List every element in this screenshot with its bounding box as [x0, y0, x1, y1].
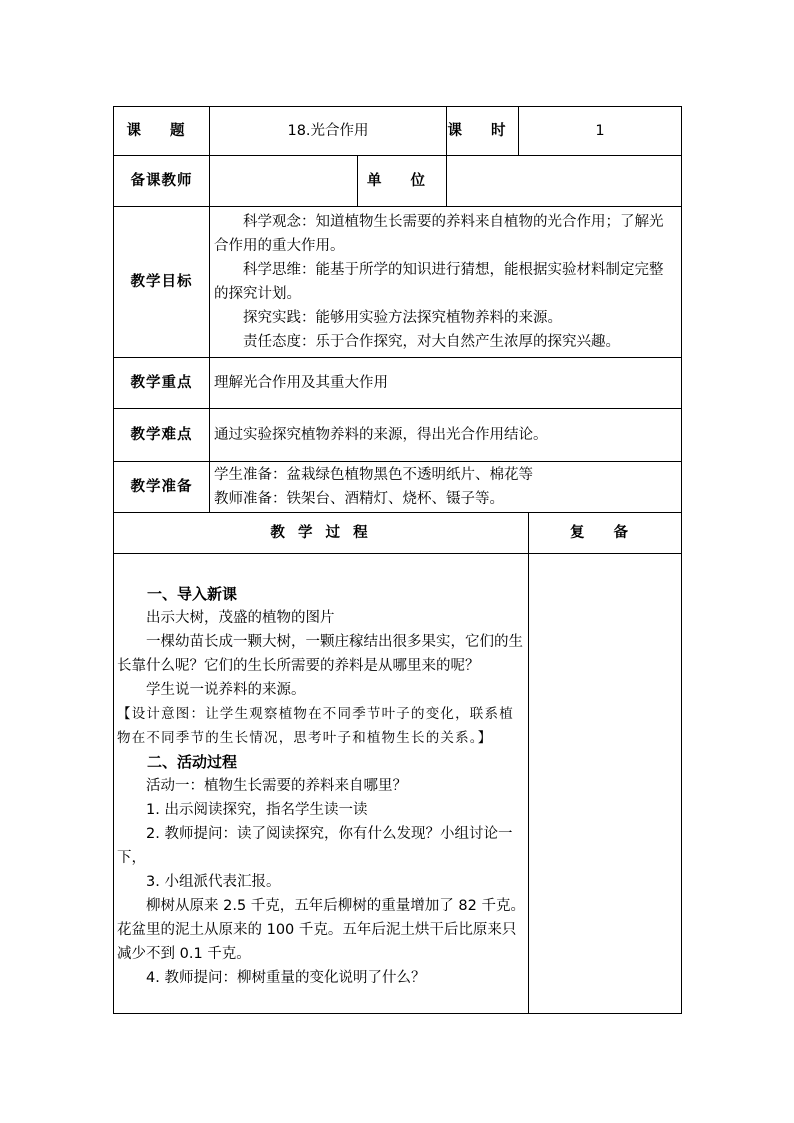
- goals-label: 教学目标: [114, 207, 210, 358]
- goal-concept: 科学观念：知道植物生长需要的养料来自植物的光合作用；了解光合作用的重大作用。: [214, 214, 664, 254]
- student-preparation: 学生准备：盆栽绿色植物黑色不透明纸片、棉花等: [214, 467, 533, 483]
- activity-one-title: 活动一：植物生长需要的养料来自哪里？: [146, 777, 407, 794]
- activity-step-4: 4. 教师提问：柳树重量的变化说明了什么？: [146, 969, 426, 986]
- goals-row: [114, 207, 682, 358]
- activity-step-1: 1. 出示阅读探究，指名学生读一读: [146, 801, 368, 818]
- design-intent-note: 【设计意图：让学生观察植物在不同季节叶子的变化，联系植物在不同季节的生长情况，思考叶子和植物生长的关系。】: [117, 705, 514, 746]
- difficulty-label: 教学难点: [114, 409, 210, 462]
- key-point-text: 理解光合作用及其重大作用: [210, 358, 682, 409]
- lesson-plan-table: [113, 106, 682, 1014]
- difficulty-row: [114, 409, 682, 462]
- teacher-preparation: 教师准备：铁架台、酒精灯、烧杯、镊子等。: [214, 491, 504, 507]
- intro-picture-text: 出示大树，茂盛的植物的图片: [146, 609, 335, 626]
- review-column: [529, 554, 682, 1014]
- intro-student-text: 学生说一说养料的来源。: [146, 681, 306, 698]
- hours-label: 课 时: [447, 107, 519, 156]
- goal-thinking: 科学思维：能基于所学的知识进行猜想，能根据实验材料制定完整的探究计划。: [214, 262, 664, 302]
- willow-data-text: 柳树从原来 2.5 千克，五年后柳树的重量增加了 82 千克。花盆里的泥土从原来的 100 千克。五年后泥土烘干后比原来只减少不到 0.1 千克。: [117, 897, 525, 962]
- preparation-row: [114, 462, 682, 513]
- section-activity-title: 二、活动过程: [147, 752, 238, 771]
- key-point-label: 教学重点: [114, 358, 210, 409]
- intro-question-text: 一棵幼苗长成一颗大树，一颗庄稼结出很多果实，它们的生长靠什么呢？它们的生长所需要的养料是从哪里来的呢？: [117, 633, 523, 674]
- goal-attitude: 责任态度：乐于合作探究，对大自然产生浓厚的探究兴趣。: [243, 334, 620, 350]
- unit-label: 单 位: [358, 156, 447, 207]
- process-body-row: [114, 554, 682, 1014]
- teacher-row: [114, 156, 682, 207]
- topic-label: 课 题: [114, 107, 210, 156]
- unit-value: [447, 156, 682, 207]
- process-header-row: [114, 513, 682, 554]
- goal-practice: 探究实践：能够用实验方法探究植物养料的来源。: [243, 310, 562, 326]
- difficulty-text: 通过实验探究植物养料的来源，得出光合作用结论。: [210, 409, 682, 462]
- goals-content: [210, 207, 682, 358]
- teacher-label: 备课教师: [114, 156, 210, 207]
- preparation-content: [210, 462, 682, 513]
- key-point-row: [114, 358, 682, 409]
- activity-step-3: 3. 小组派代表汇报。: [146, 873, 281, 890]
- process-content: [114, 554, 529, 1014]
- teacher-value: [210, 156, 358, 207]
- section-intro-title: 一、导入新课: [147, 584, 238, 603]
- preparation-label: 教学准备: [114, 462, 210, 513]
- activity-step-2: 2. 教师提问：读了阅读探究，你有什么发现？小组讨论一下，: [117, 825, 513, 866]
- hours-value: 1: [519, 107, 682, 156]
- topic-value: 18.光合作用: [210, 107, 447, 156]
- review-label: 复 备: [529, 513, 682, 554]
- topic-row: [114, 107, 682, 156]
- process-label: 教 学 过 程: [114, 513, 529, 554]
